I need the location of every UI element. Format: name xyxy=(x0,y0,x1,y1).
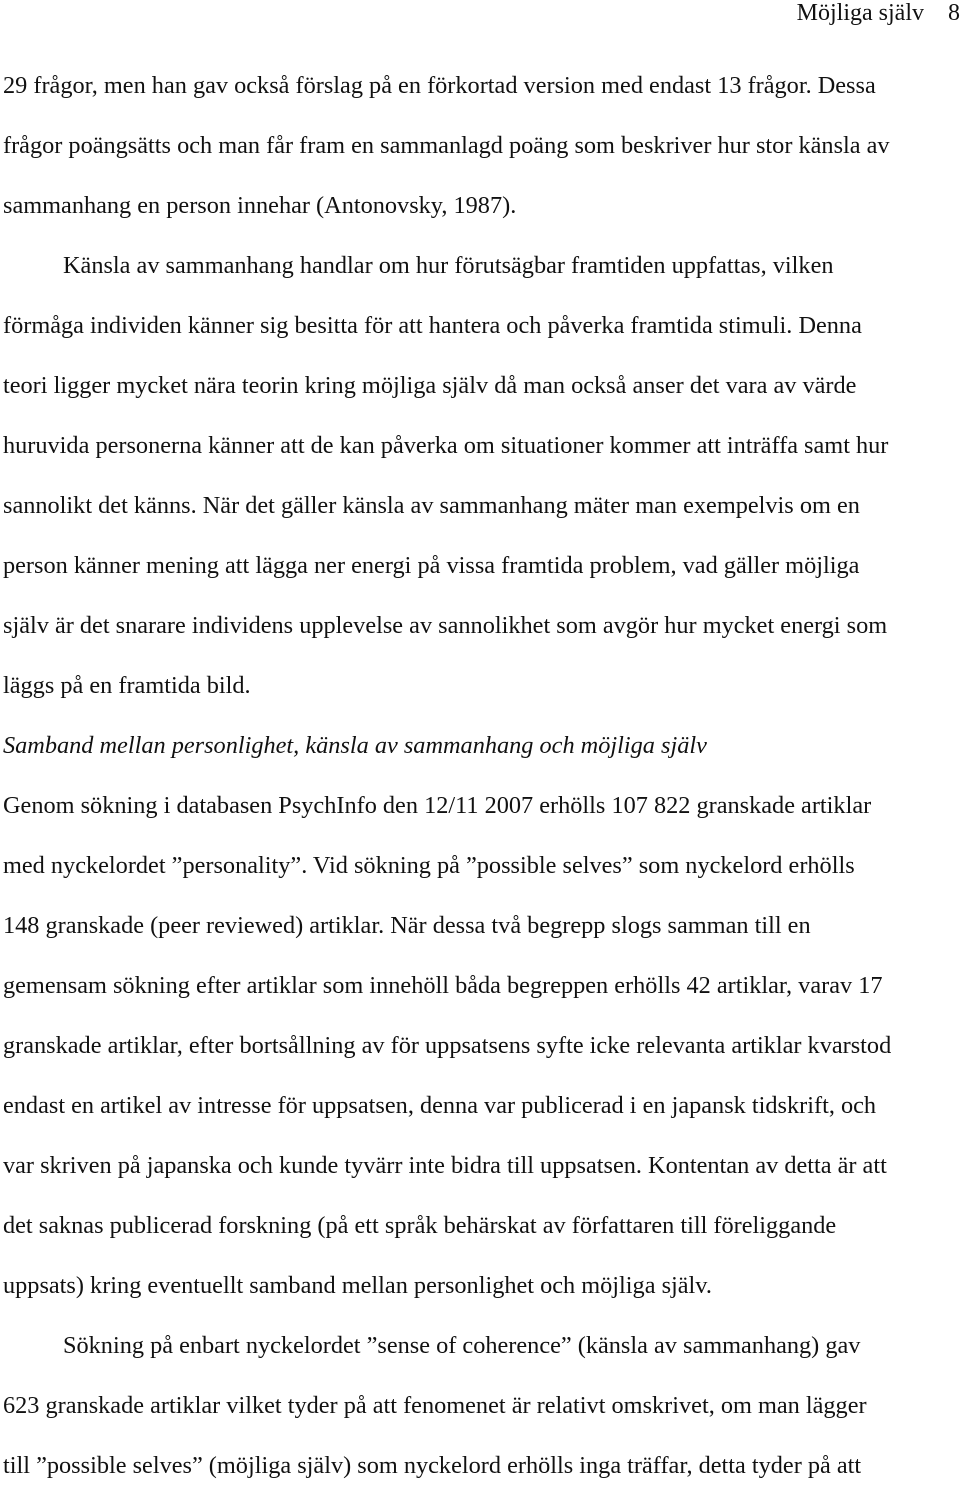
text-line: Genom sökning i databasen PsychInfo den 12/11 2007 erhölls 107 822 granskade artiklar xyxy=(3,792,872,819)
running-head-title: Möjliga själv xyxy=(796,0,924,26)
text-line: 29 frågor, men han gav också förslag på en förkortad version med endast 13 frågor. Dessa xyxy=(3,72,876,99)
text-line: frågor poängsätts och man får fram en sammanlagd poäng som beskriver hur stor känsla av xyxy=(3,132,890,159)
text-line: till ”possible selves” (möjliga själv) som nyckelord erhölls inga träffar, detta tyder på att xyxy=(3,1452,862,1479)
text-line: uppsats) kring eventuellt samband mellan personlighet och möjliga själv. xyxy=(3,1272,712,1299)
text-line: det saknas publicerad forskning (på ett språk behärskat av författaren till föreliggande xyxy=(3,1212,837,1239)
text-line: Sökning på enbart nyckelordet ”sense of coherence” (känsla av sammanhang) gav xyxy=(63,1332,861,1359)
text-line: var skriven på japanska och kunde tyvärr inte bidra till uppsatsen. Kontentan av detta är att xyxy=(3,1152,887,1179)
text-line: person känner mening att lägga ner energi på vissa framtida problem, vad gäller möjliga xyxy=(3,552,860,579)
text-line: endast en artikel av intresse för uppsatsen, denna var publicerad i en japansk tidskrift, och xyxy=(3,1092,877,1119)
text-line: sannolikt det känns. När det gäller känsla av sammanhang mäter man exempelvis om en xyxy=(3,492,860,519)
text-line: gemensam sökning efter artiklar som innehöll båda begreppen erhölls 42 artiklar, varav 17 xyxy=(3,972,883,999)
text-line: granskade artiklar, efter bortsållning av för uppsatsens syfte icke relevanta artiklar kvarstod xyxy=(3,1032,892,1059)
text-line: med nyckelordet ”personality”. Vid sökning på ”possible selves” som nyckelord erhölls xyxy=(3,852,855,879)
text-line: Känsla av sammanhang handlar om hur förutsägbar framtiden uppfattas, vilken xyxy=(63,252,834,279)
running-head xyxy=(797,0,960,26)
text-line: 148 granskade (peer reviewed) artiklar. När dessa två begrepp slogs samman till en xyxy=(3,912,811,939)
text-line: sammanhang en person innehar (Antonovsky, 1987). xyxy=(3,192,517,219)
body-text xyxy=(3,56,960,1496)
text-line: läggs på en framtida bild. xyxy=(3,672,251,699)
section-heading: Samband mellan personlighet, känsla av sammanhang och möjliga själv xyxy=(3,732,707,759)
text-line: huruvida personerna känner att de kan påverka om situationer kommer att inträffa samt hur xyxy=(3,432,889,459)
text-line: förmåga individen känner sig besitta för att hantera och påverka framtida stimuli. Denna xyxy=(3,312,862,339)
text-line: teori ligger mycket nära teorin kring möjliga själv då man också anser det vara av värde xyxy=(3,372,857,399)
text-line: själv är det snarare individens upplevelse av sannolikhet som avgör hur mycket energi som xyxy=(3,612,888,639)
text-line: 623 granskade artiklar vilket tyder på att fenomenet är relativt omskrivet, om man lägger xyxy=(3,1392,867,1419)
page-number: 8 xyxy=(948,0,960,26)
